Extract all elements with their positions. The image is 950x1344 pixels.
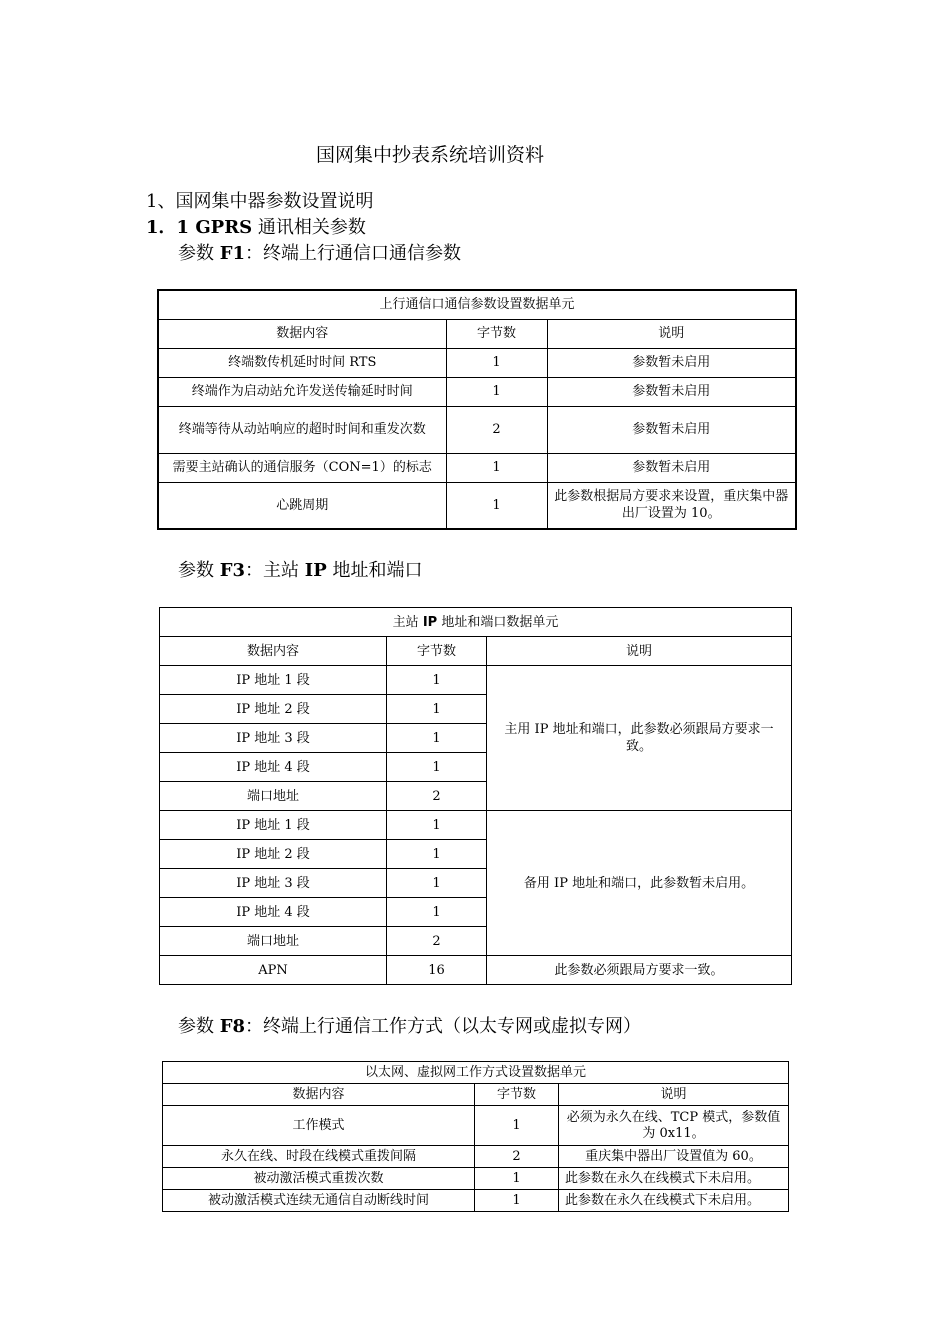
table-row: IP 地址 1 段 1 主用 IP 地址和端口，此参数必须跟局方要求一致。 xyxy=(160,666,792,695)
table-row: IP 地址 2 段 1 xyxy=(160,840,792,869)
table-row: 需要主站确认的通信服务（CON=1）的标志 1 参数暂未启用 xyxy=(158,453,796,482)
table-title: 以太网、虚拟网工作方式设置数据单元 xyxy=(163,1062,789,1084)
table-title: 上行通信口通信参数设置数据单元 xyxy=(158,290,796,319)
table-row: 被动激活模式重拨次数 1 此参数在永久在线模式下未启用。 xyxy=(163,1168,789,1190)
section-heading-1-1 xyxy=(146,213,366,239)
table-row: APN 16 此参数必须跟局方要求一致。 xyxy=(160,956,792,985)
table-row: 端口地址 2 xyxy=(160,927,792,956)
table-row: IP 地址 4 段 1 xyxy=(160,753,792,782)
header-bytes: 字节数 xyxy=(387,637,487,666)
section-number: 1．1 GPRS xyxy=(146,217,253,238)
table-row: 被动激活模式连续无通信自动断线时间 1 此参数在永久在线模式下未启用。 xyxy=(163,1190,789,1212)
f1-table xyxy=(157,289,797,530)
header-desc: 说明 xyxy=(547,319,796,348)
main-ip-note: 主用 IP 地址和端口，此参数必须跟局方要求一致。 xyxy=(487,666,792,811)
table-row: 永久在线、时段在线模式重拨间隔 2 重庆集中器出厂设置值为 60。 xyxy=(163,1146,789,1168)
table-row: IP 地址 2 段 1 xyxy=(160,695,792,724)
table-row: 终端数传机延时时间 RTS 1 参数暂未启用 xyxy=(158,348,796,377)
header-bytes: 字节数 xyxy=(446,319,547,348)
f3-table xyxy=(159,607,792,985)
table-row: 工作模式 1 必须为永久在线、TCP 模式，参数值为 0x11。 xyxy=(163,1106,789,1146)
header-content: 数据内容 xyxy=(163,1084,475,1106)
header-desc: 说明 xyxy=(487,637,792,666)
section-heading-1: 1、国网集中器参数设置说明 xyxy=(146,191,374,212)
table-row: IP 地址 3 段 1 xyxy=(160,869,792,898)
param-f1-heading: 参数 F1：终端上行通信口通信参数 xyxy=(178,243,462,264)
table-row: 心跳周期 1 此参数根据局方要求来设置，重庆集中器出厂设置为 10。 xyxy=(158,482,796,529)
param-f3-heading: 参数 F3：主站 IP 地址和端口 xyxy=(178,560,423,581)
table-row: IP 地址 3 段 1 xyxy=(160,724,792,753)
header-content: 数据内容 xyxy=(160,637,387,666)
header-content: 数据内容 xyxy=(158,319,446,348)
backup-ip-note: 备用 IP 地址和端口，此参数暂未启用。 xyxy=(487,811,792,956)
f8-table xyxy=(162,1061,789,1212)
document-title: 国网集中抄表系统培训资料 xyxy=(315,144,544,166)
table-row: 终端作为启动站允许发送传输延时时间 1 参数暂未启用 xyxy=(158,377,796,406)
param-f8-heading: 参数 F8：终端上行通信工作方式（以太专网或虚拟专网） xyxy=(178,1016,642,1037)
section-text: 通讯相关参数 xyxy=(252,217,366,238)
table-row: 终端等待从动站响应的超时时间和重发次数 2 参数暂未启用 xyxy=(158,406,796,453)
table-row: IP 地址 1 段 1 备用 IP 地址和端口，此参数暂未启用。 xyxy=(160,811,792,840)
table-row: 端口地址 2 xyxy=(160,782,792,811)
header-bytes: 字节数 xyxy=(475,1084,559,1106)
header-desc: 说明 xyxy=(559,1084,789,1106)
table-row: IP 地址 4 段 1 xyxy=(160,898,792,927)
table-title: 主站 IP 地址和端口数据单元 xyxy=(160,608,792,637)
